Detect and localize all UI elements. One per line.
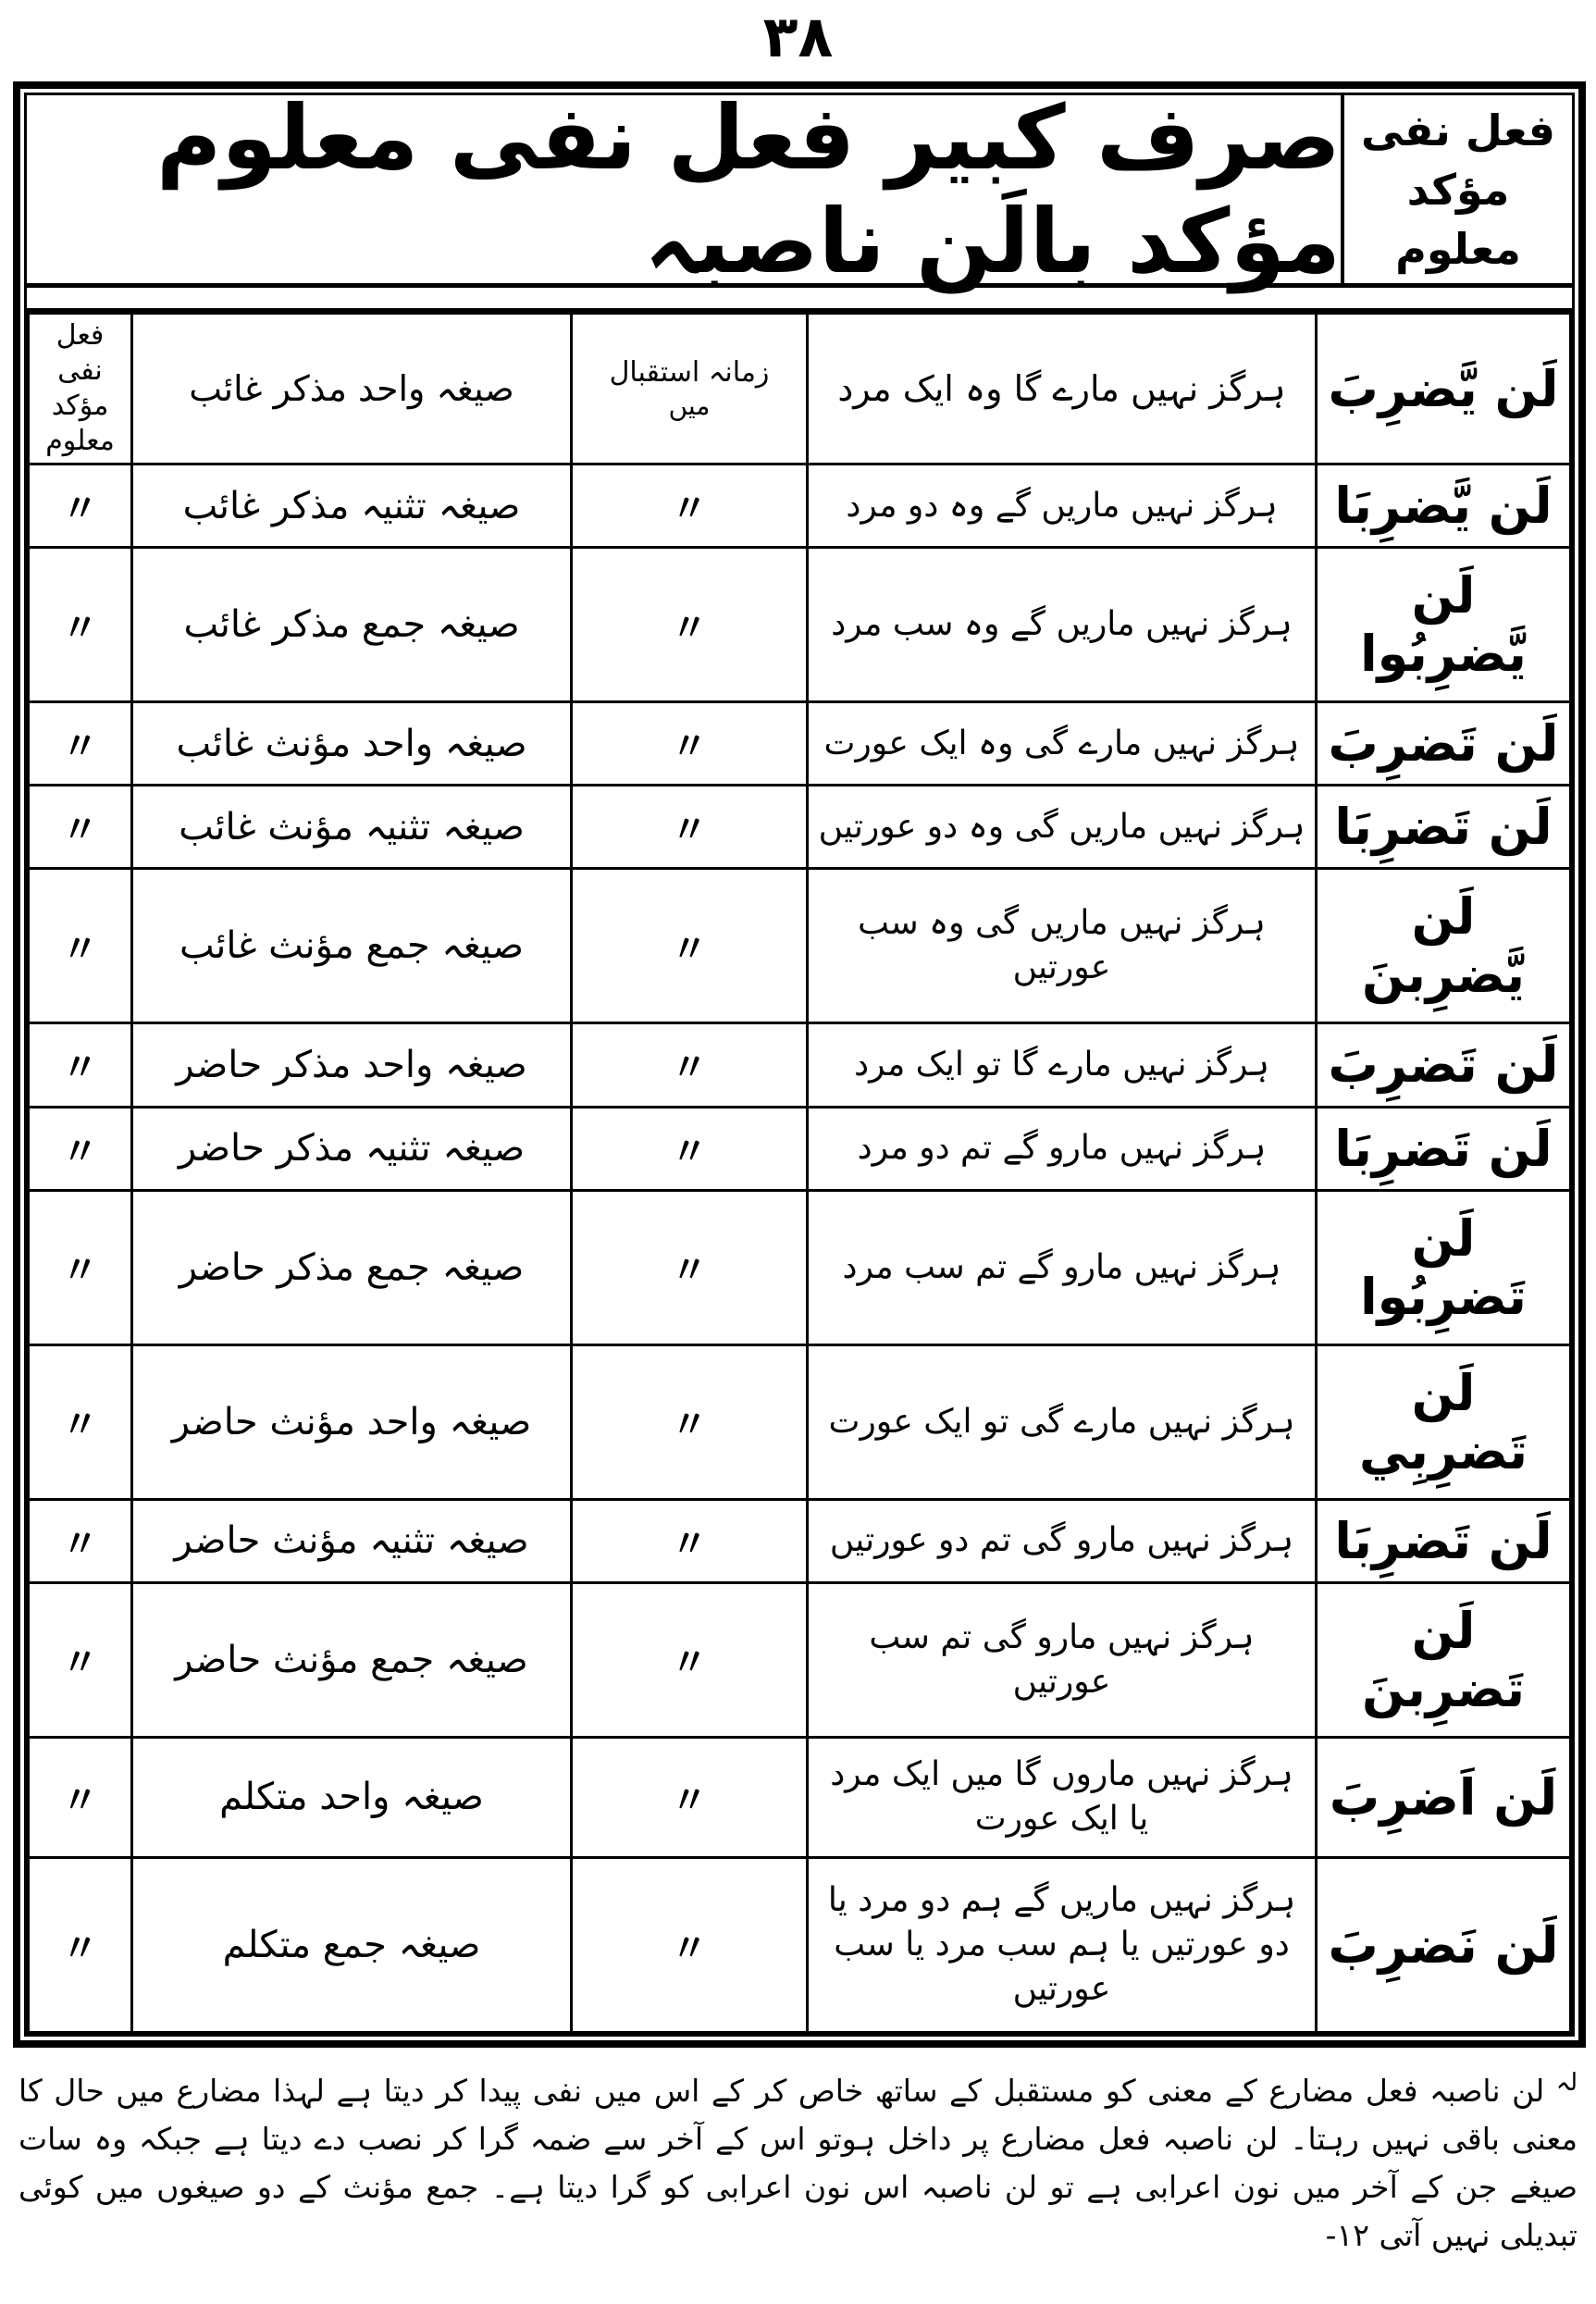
meaning-cell: ہرگز نہیں ماریں گے وہ سب مرد <box>808 548 1317 702</box>
table-row <box>29 548 1571 702</box>
tense-ditto-cell: 〃 <box>572 1582 808 1737</box>
type-ditto-cell: 〃 <box>29 465 132 548</box>
type-ditto-cell: 〃 <box>29 1499 132 1582</box>
page-title: صرف کبیر فعل نفی معلوم مؤکد بالَن ناصبہ <box>156 85 1341 293</box>
type-ditto-cell: 〃 <box>29 1344 132 1499</box>
sigha-cell: صیغہ واحد متکلم <box>132 1737 572 1857</box>
footnote-mark: لہ <box>1555 2069 1577 2097</box>
meaning-cell: ہرگز نہیں مارو گے تم سب مرد <box>808 1190 1317 1344</box>
type-ditto-cell: 〃 <box>29 1107 132 1190</box>
tense-ditto-cell: 〃 <box>572 548 808 702</box>
verb-cell: لَن تَضرِبَا <box>1317 1499 1571 1582</box>
title-label: فعل نفی مؤکد معلوم <box>1341 95 1572 283</box>
verb-cell: لَن تَضرِبُوا <box>1317 1190 1571 1344</box>
type-ditto-cell: 〃 <box>29 1190 132 1344</box>
tense-ditto-cell: 〃 <box>572 1737 808 1857</box>
header-tense-cell <box>572 314 808 465</box>
sigha-cell: صیغہ جمع مؤنث غائب <box>132 869 572 1023</box>
verb-cell: لَن اَضرِبَ <box>1317 1737 1571 1857</box>
table-row <box>29 1023 1571 1107</box>
meaning-cell: ہرگز نہیں ماروں گا میں ایک مرد یا ایک عورت <box>808 1737 1317 1857</box>
sigha-cell: صیغہ تثنیہ مؤنث غائب <box>132 786 572 869</box>
tense-ditto-cell: 〃 <box>572 1107 808 1190</box>
sigha-cell: صیغہ تثنیہ مذکر حاضر <box>132 1107 572 1190</box>
header-type: فعل نفی مؤکد معلوم <box>29 314 132 465</box>
sigha-cell: صیغہ تثنیہ مذکر غائب <box>132 465 572 548</box>
type-ditto-cell: 〃 <box>29 548 132 702</box>
table-row <box>29 1582 1571 1737</box>
tense-ditto-cell: 〃 <box>572 465 808 548</box>
tense-ditto-cell: 〃 <box>572 1858 808 2033</box>
verb-cell: لَن تَضرِبَا <box>1317 1107 1571 1190</box>
meaning-cell: ہرگز نہیں مارے گی تو ایک عورت <box>808 1344 1317 1499</box>
meaning-cell: ہرگز نہیں ماریں گے ہم دو مرد یا دو عورتیں یا ہم سب مرد یا سب عورتیں <box>808 1858 1317 2033</box>
tense-ditto-cell: 〃 <box>572 1499 808 1582</box>
table-header-row <box>29 314 1571 465</box>
table-row <box>29 1190 1571 1344</box>
table-row <box>29 1499 1571 1582</box>
header-tense-sub: میں <box>668 390 711 421</box>
footnote-text: لن ناصبہ فعل مضارع کے معنی کو مستقبل کے ساتھ خاص کر کے اس میں نفی پیدا کر دیتا ہے لہذا مضارع میں حال کا معنی باقی نہیں رہتا۔ لن ناصبہ فعل مضارع پر داخل ہوتو اس کے آخر سے ضمہ گرا کر نصب دے دیتا ہے جبکہ وہ سات صیغے جن کے آخر میں نون اعرابی ہے تو لن ناصبہ اس نون اعرابی کو گرا دیتا ہے۔ جمع مؤنث کے دو صیغوں میں کوئی تبدیلی نہیں آتی ۱۲- <box>19 2073 1577 2253</box>
sigha-cell: صیغہ واحد مؤنث حاضر <box>132 1344 572 1499</box>
sheet-inner-border <box>24 85 1575 2037</box>
type-ditto-cell: 〃 <box>29 1582 132 1737</box>
table-row <box>29 1737 1571 1857</box>
tense-ditto-cell: 〃 <box>572 1023 808 1107</box>
verb-cell: لَن تَضرِبَا <box>1317 786 1571 869</box>
tense-ditto-cell: 〃 <box>572 702 808 786</box>
type-ditto-cell: 〃 <box>29 1858 132 2033</box>
sigha-cell: صیغہ واحد مؤنث غائب <box>132 702 572 786</box>
table-row <box>29 786 1571 869</box>
verb-cell: لَن تَضرِبَ <box>1317 702 1571 786</box>
tense-ditto-cell: 〃 <box>572 1344 808 1499</box>
header-verb: لَن یَّضرِبَ <box>1317 314 1571 465</box>
verb-cell: لَن تَضرِبنَ <box>1317 1582 1571 1737</box>
meaning-cell: ہرگز نہیں مارے گی وہ ایک عورت <box>808 702 1317 786</box>
verb-cell: لَن تَضرِبِي <box>1317 1344 1571 1499</box>
header-sigha: صیغہ واحد مذکر غائب <box>132 314 572 465</box>
table-row <box>29 702 1571 786</box>
type-ditto-cell: 〃 <box>29 869 132 1023</box>
sigha-cell: صیغہ جمع مؤنث حاضر <box>132 1582 572 1737</box>
sigha-cell: صیغہ جمع مذکر غائب <box>132 548 572 702</box>
meaning-cell: ہرگز نہیں ماریں گی وہ سب عورتیں <box>808 869 1317 1023</box>
sigha-cell: صیغہ تثنیہ مؤنث حاضر <box>132 1499 572 1582</box>
footnote <box>19 2059 1577 2295</box>
verb-cell: لَن یَّضرِبَا <box>1317 465 1571 548</box>
table-row <box>29 1107 1571 1190</box>
verb-cell: لَن یَّضرِبُوا <box>1317 548 1571 702</box>
tense-ditto-cell: 〃 <box>572 869 808 1023</box>
conjugation-table <box>27 308 1572 2034</box>
type-ditto-cell: 〃 <box>29 1023 132 1107</box>
table-row <box>29 869 1571 1023</box>
title-row <box>27 85 1572 293</box>
sigha-cell: صیغہ واحد مذکر حاضر <box>132 1023 572 1107</box>
sigha-cell: صیغہ جمع متکلم <box>132 1858 572 2033</box>
tense-ditto-cell: 〃 <box>572 1190 808 1344</box>
header-tense: زمانہ استقبال <box>609 356 770 389</box>
type-ditto-cell: 〃 <box>29 786 132 869</box>
header-meaning: ہرگز نہیں مارے گا وہ ایک مرد <box>808 314 1317 465</box>
conjugation-sheet <box>13 81 1586 2048</box>
meaning-cell: ہرگز نہیں مارے گا تو ایک مرد <box>808 1023 1317 1107</box>
meaning-cell: ہرگز نہیں مارو گی تم سب عورتیں <box>808 1582 1317 1737</box>
page-number: ۳۸ <box>762 3 834 70</box>
meaning-cell: ہرگز نہیں ماریں گے وہ دو مرد <box>808 465 1317 548</box>
table-row <box>29 1858 1571 2033</box>
sigha-cell: صیغہ جمع مذکر حاضر <box>132 1190 572 1344</box>
type-ditto-cell: 〃 <box>29 1737 132 1857</box>
table-row <box>29 465 1571 548</box>
meaning-cell: ہرگز نہیں مارو گے تم دو مرد <box>808 1107 1317 1190</box>
verb-cell: لَن یَّضرِبنَ <box>1317 869 1571 1023</box>
meaning-cell: ہرگز نہیں مارو گی تم دو عورتیں <box>808 1499 1317 1582</box>
verb-cell: لَن نَضرِبَ <box>1317 1858 1571 2033</box>
verb-cell: لَن تَضرِبَ <box>1317 1023 1571 1107</box>
table-row <box>29 1344 1571 1499</box>
meaning-cell: ہرگز نہیں ماریں گی وہ دو عورتیں <box>808 786 1317 869</box>
tense-ditto-cell: 〃 <box>572 786 808 869</box>
type-ditto-cell: 〃 <box>29 702 132 786</box>
